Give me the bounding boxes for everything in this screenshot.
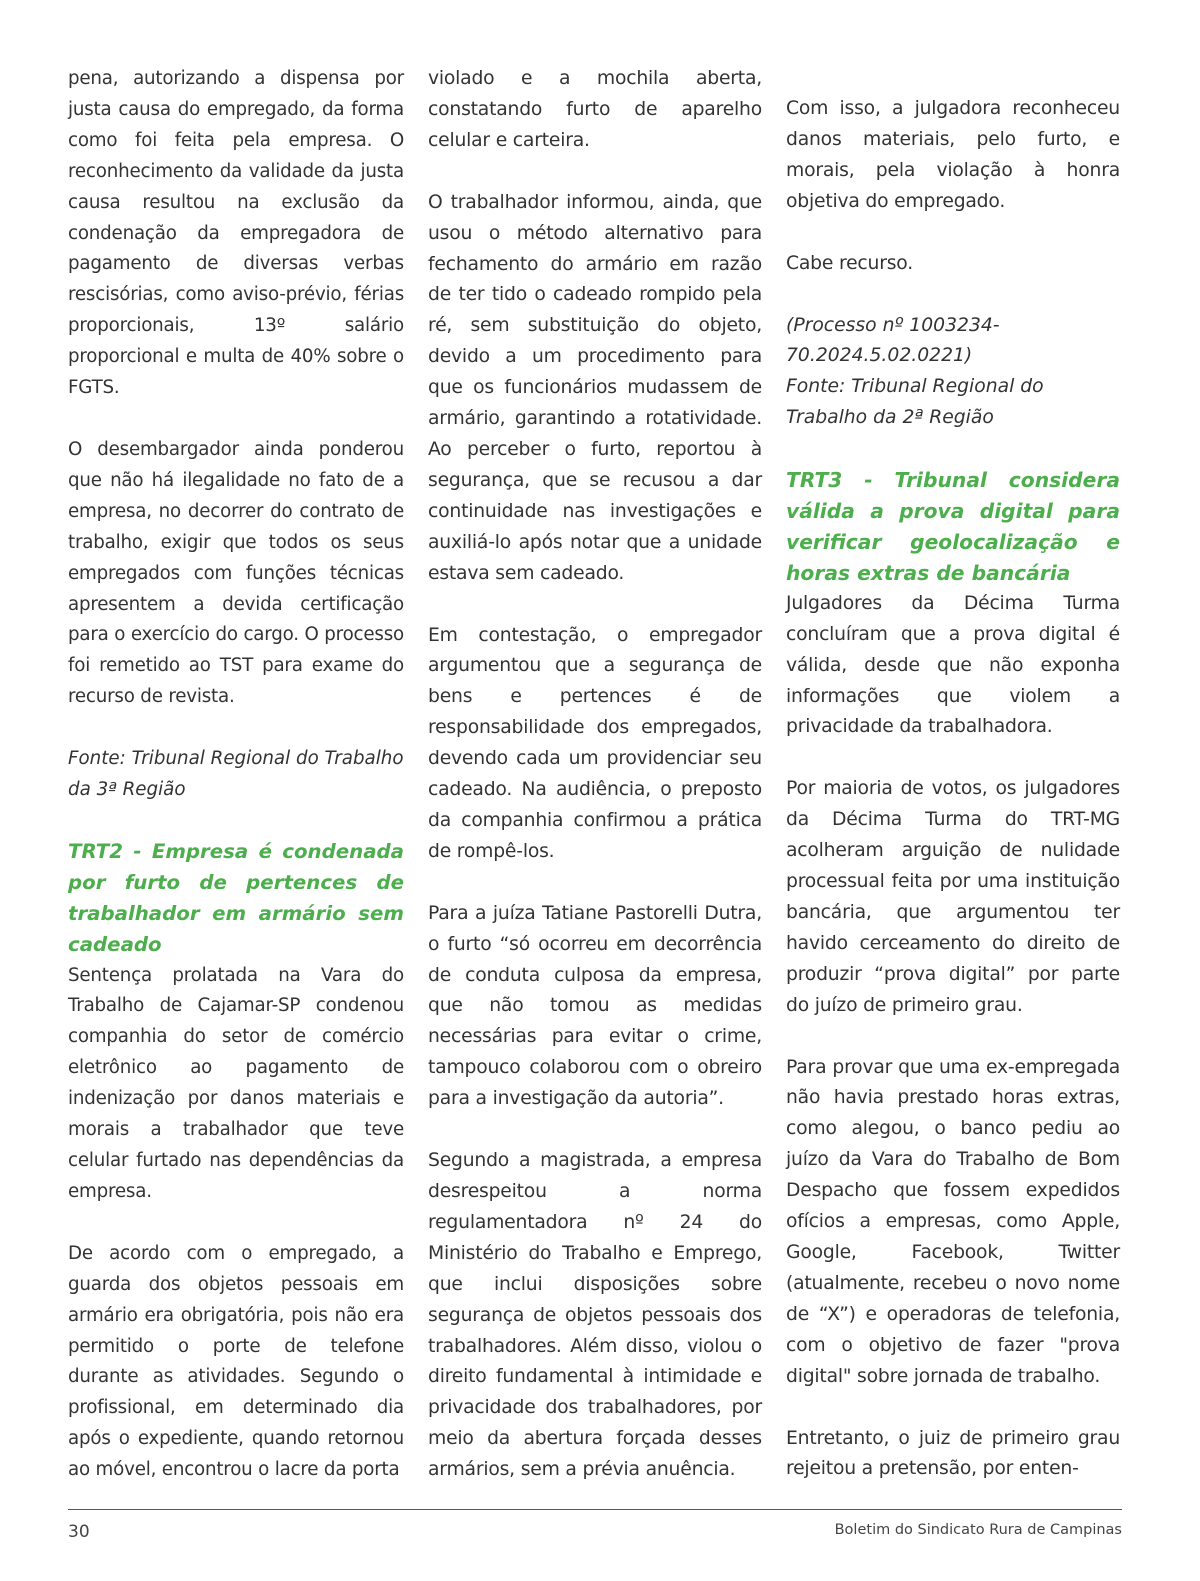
- column-left: [68, 64, 404, 1486]
- column-middle: [428, 64, 762, 1486]
- article-heading: TRT3 - Tribunal considera válida a prova digital para verificar geolocalização e horas extras de bancária: [786, 468, 1120, 585]
- page-number: 30: [68, 1522, 90, 1542]
- footer-divider: [68, 1509, 1122, 1510]
- paragraph: O desembargador ainda ponderou que não há ilegalidade no fato de a empresa, no decorrer do contrato de trabalho, exigir que todos os seus empregados com funções técnicas apresentem a devida certificação para o exercício do cargo. O processo foi remetido ao TST para exame do recurso de revista.: [68, 438, 404, 708]
- paragraph: violado e a mochila aberta, constatando furto de aparelho celular e carteira.: [428, 68, 762, 151]
- paragraph: Para provar que uma ex-empregada não havia prestado horas extras, como alegou, o banco pediu ao juízo da Vara do Trabalho de Bom Despacho que fossem expedidos ofícios a empresas, como Apple, Google, Facebook, Twitter (atualmente, recebeu o novo nome de “X”) e operadoras de telefonia, com o objetivo de fazer "prova digital" sobre jornada de trabalho.: [786, 1056, 1120, 1387]
- paragraph: Segundo a magistrada, a empresa desrespeitou a norma regulamentadora nº 24 do Ministério do Trabalho e Emprego, que inclui disposições sobre segurança de objetos pessoais dos trabalhadores. Além disso, violou o direito fundamental à intimidade e privacidade dos trabalhadores, por meio da abertura forçada desses armários, sem a prévia anuência.: [428, 1150, 762, 1481]
- paragraph: Com isso, a julgadora reconheceu danos materiais, pelo furto, e morais, pela violação à honra objetiva do empregado.: [786, 98, 1120, 212]
- paragraph: Por maioria de votos, os julgadores da Décima Turma do TRT-MG acolheram arguição de nulidade processual feita por uma instituição bancária, que argumentou ter havido cerceamento do direito de produzir “prova digital” por parte do juízo de primeiro grau.: [786, 778, 1120, 1016]
- paragraph: De acordo com o empregado, a guarda dos objetos pessoais em armário era obrigatória, pois não era permitido o porte de telefone durante as atividades. Segundo o profissional, em determinado dia após o expediente, quando retornou ao móvel, encontrou o lacre da porta: [68, 1242, 404, 1481]
- paragraph: Julgadores da Décima Turma concluíram que a prova digital é válida, desde que não exponha informações que violem a privacidade da trabalhadora.: [786, 592, 1120, 738]
- paragraph: Sentença prolatada na Vara do Trabalho de Cajamar-SP condenou companhia do setor de comércio eletrônico ao pagamento de indenização por danos materiais e morais a trabalhador que teve celular furtado nas dependências da empresa.: [68, 964, 404, 1202]
- source-credit: Fonte: Tribunal Regional do Trabalho da 3ª Região: [68, 748, 404, 801]
- publication-title: Boletim do Sindicato Rura de Campinas: [834, 1522, 1122, 1538]
- column-right: [786, 94, 1120, 1485]
- source-credit: Fonte: Tribunal Regional do Trabalho da 2ª Região: [786, 376, 1044, 429]
- process-number: (Processo nº 1003234-70.2024.5.02.0221): [786, 314, 1000, 367]
- paragraph: Entretanto, o juiz de primeiro grau rejeitou a pretensão, por enten-: [786, 1427, 1120, 1480]
- article-heading: TRT2 - Empresa é condenada por furto de pertences de trabalhador em armário sem cadeado: [68, 839, 404, 956]
- paragraph: pena, autorizando a dispensa por justa causa do empregado, da forma como foi feita pela empresa. O reconhecimento da validade da justa causa resultou na exclusão da condenação da empregadora de pagamento de diversas verbas rescisórias, como aviso-prévio, férias proporcionais, 13º salário proporcional e multa de 40% sobre o FGTS.: [68, 68, 404, 399]
- paragraph: Cabe recurso.: [786, 252, 913, 274]
- paragraph: Em contestação, o empregador argumentou que a segurança de bens e pertences é de responsabilidade dos empregados, devendo cada um providenciar seu cadeado. Na audiência, o preposto da companhia confirmou a prática de rompê-los.: [428, 624, 762, 862]
- paragraph: O trabalhador informou, ainda, que usou o método alternativo para fechamento do armário em razão de ter tido o cadeado rompido pela ré, sem substituição do objeto, devido a um procedimento para que os funcionários mudassem de armário, garantindo a rotatividade. Ao perceber o furto, reportou à segurança, que se recusou a dar continuidade nas investigações e auxiliá-lo após notar que a unidade estava sem cadeado.: [428, 191, 762, 584]
- paragraph: Para a juíza Tatiane Pastorelli Dutra, o furto “só ocorreu em decorrência de conduta culposa da empresa, que não tomou as medidas necessárias para evitar o crime, tampouco colaborou com o obreiro para a investigação da autoria”.: [428, 902, 762, 1110]
